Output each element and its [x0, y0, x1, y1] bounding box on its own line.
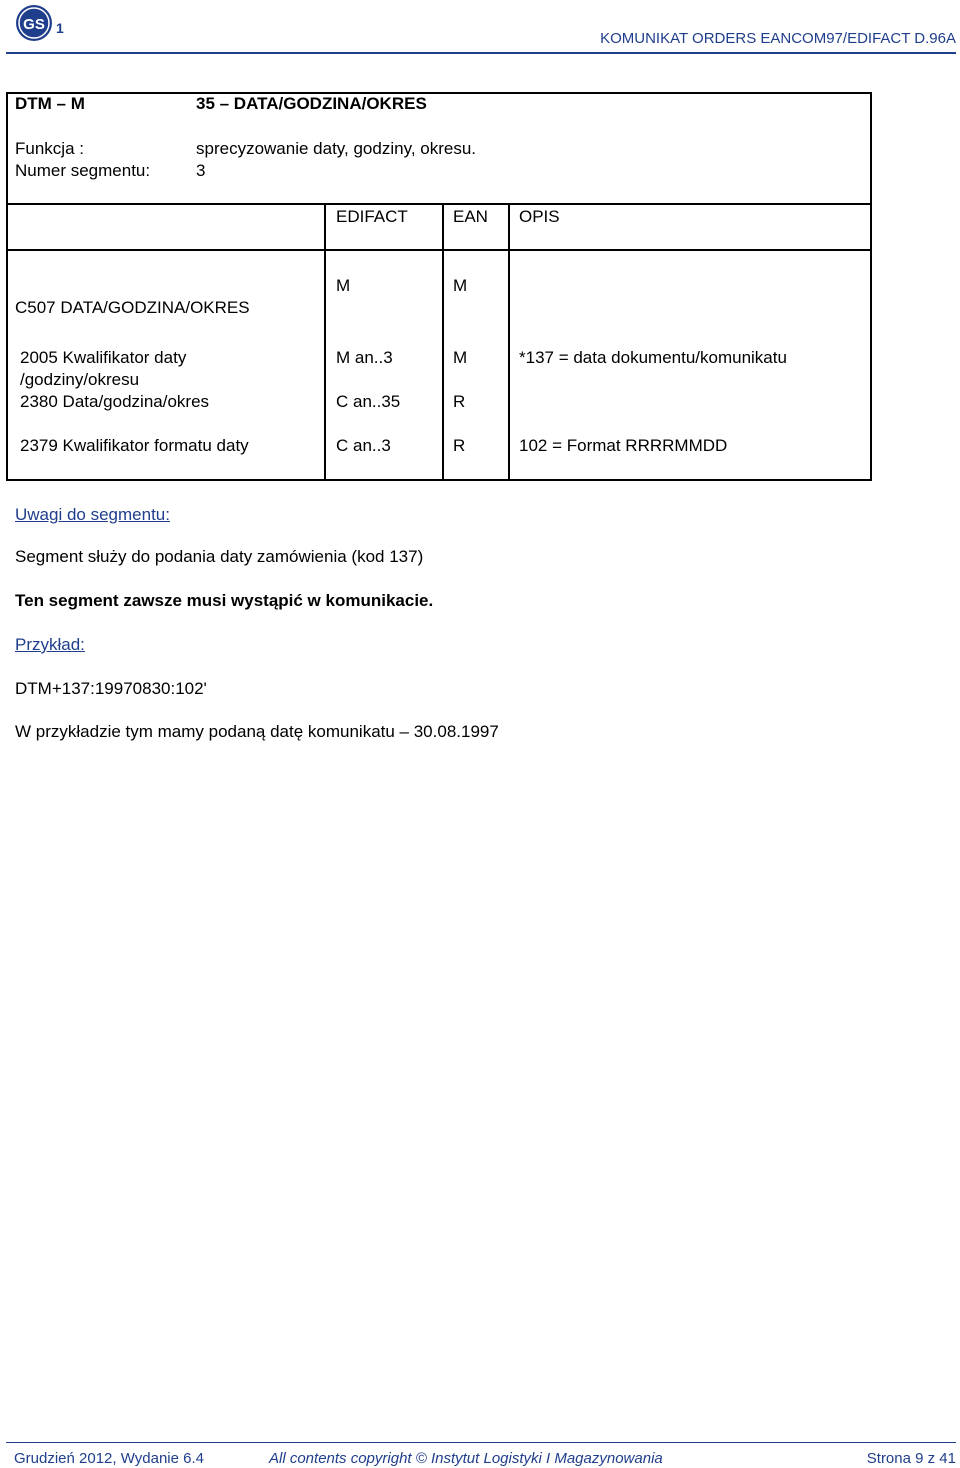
footer-edition: Grudzień 2012, Wydanie 6.4 [14, 1450, 204, 1467]
segment-number-label: Numer segmentu: [15, 161, 151, 180]
gs1-logo [12, 3, 66, 43]
row-2379-ean: R [453, 436, 466, 455]
row-2379-name: 2379 Kwalifikator formatu daty [20, 436, 249, 455]
header-edifact: EDIFACT [336, 207, 408, 226]
footer-page-number: Strona 9 z 41 [866, 1450, 956, 1467]
example-heading: Przykład: [15, 635, 85, 654]
segment-code: DTM – M [15, 94, 85, 113]
footer-divider [6, 1442, 956, 1443]
footer-copyright: All contents copyright © Instytut Logistyki I Magazynowania [269, 1450, 663, 1467]
notes-line-2: Ten segment zawsze musi wystąpić w komunikacie. [15, 591, 434, 610]
row-2380-edifact: C an..35 [336, 392, 401, 411]
row-2005-opis: *137 = data dokumentu/komunikatu [519, 348, 787, 367]
segment-name: 35 – DATA/GODZINA/OKRES [196, 94, 427, 113]
function-value: sprecyzowanie daty, godziny, okresu. [196, 139, 477, 158]
document-title: KOMUNIKAT ORDERS EANCOM97/EDIFACT D.96A [600, 30, 956, 47]
row-2005-edifact: M an..3 [336, 348, 393, 367]
composite-name: C507 DATA/GODZINA/OKRES [15, 298, 250, 317]
row-2380-ean: R [453, 392, 466, 411]
function-label: Funkcja : [15, 139, 84, 158]
notes-line-1: Segment służy do podania daty zamówienia (kod 137) [15, 547, 424, 566]
row-2379-edifact: C an..3 [336, 436, 391, 455]
composite-edifact: M [336, 276, 351, 295]
row-2379-opis: 102 = Format RRRRMMDD [519, 436, 728, 455]
notes-heading: Uwagi do segmentu: [15, 505, 170, 524]
example-description: W przykładzie tym mamy podaną datę komunikatu – 30.08.1997 [15, 722, 499, 741]
row-2005-ean: M [453, 348, 468, 367]
column-divider-ean [442, 203, 444, 479]
composite-ean: M [453, 276, 468, 295]
svg-text:GS: GS [23, 16, 45, 33]
table-divider-1 [6, 203, 872, 205]
row-2005-name-line1: 2005 Kwalifikator daty [20, 348, 187, 367]
column-divider-opis [508, 203, 510, 479]
row-2380-name: 2380 Data/godzina/okres [20, 392, 210, 411]
header-divider [6, 52, 956, 54]
segment-number-value: 3 [196, 161, 206, 180]
header-ean: EAN [453, 207, 488, 226]
header-opis: OPIS [519, 207, 560, 226]
svg-text:1: 1 [56, 20, 64, 36]
row-2005-name-line2: /godziny/okresu [20, 370, 140, 389]
table-divider-2 [6, 249, 872, 251]
example-code: DTM+137:19970830:102' [15, 679, 207, 698]
column-divider-edifact [324, 203, 326, 479]
